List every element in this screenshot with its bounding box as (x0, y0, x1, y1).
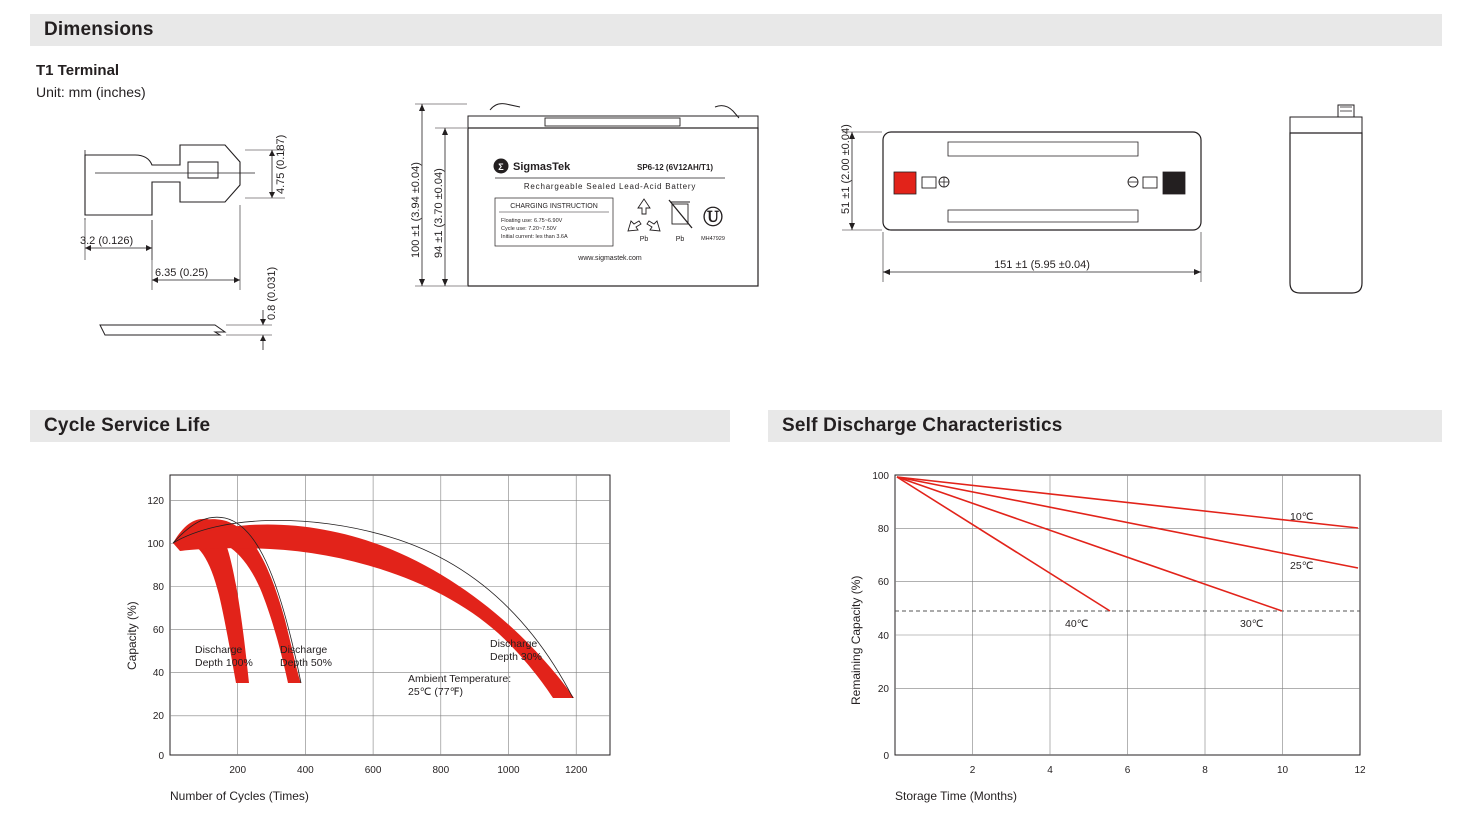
cycle-xlabel: Number of Cycles (Times) (170, 789, 309, 803)
battery-front-view (395, 88, 815, 318)
cycle-ytick-120: 120 (147, 496, 164, 507)
cycle-ytick-40: 40 (152, 668, 164, 679)
sd-xtick-6: 6 (1124, 765, 1131, 776)
section-header-dimensions (30, 14, 1442, 46)
sd-label-25c: 25℃ (1290, 560, 1314, 572)
cycle-annotation-ambient-line2: 25℃ (77℉) (408, 686, 464, 698)
section-title-cycle-service-life: Cycle Service Life (44, 415, 211, 436)
dim-terminal-height: 4.75 (0.187) (275, 134, 287, 194)
sd-ytick-80: 80 (877, 524, 889, 535)
ul-file-number: MH47929 (701, 236, 725, 242)
cycle-annotation-dod30-line1: Discharge (490, 638, 538, 650)
sd-ytick-40: 40 (877, 631, 889, 642)
battery-top-view (830, 110, 1260, 310)
sd-ytick-100: 100 (872, 471, 889, 482)
dim-terminal-width: 6.35 (0.25) (155, 267, 209, 279)
sd-xlabel: Storage Time (Months) (895, 789, 1018, 803)
cycle-annotation-dod100-line2: Depth 100% (195, 657, 253, 669)
sd-xtick-4: 4 (1047, 765, 1053, 776)
cycle-ytick-0: 0 (158, 751, 164, 762)
section-header-cycle-service-life (30, 410, 730, 442)
battery-brand-name: SigmasTek (513, 161, 571, 173)
cycle-xtick-1200: 1200 (565, 765, 588, 776)
dim-terminal-thickness: 0.8 (0.031) (266, 266, 278, 320)
svg-text:Ⓤ: Ⓤ (703, 207, 723, 229)
charging-instruction-title: CHARGING INSTRUCTION (510, 203, 598, 210)
cycle-ylabel: Capacity (%) (125, 601, 139, 670)
sd-xtick-8: 8 (1202, 765, 1208, 776)
dim-battery-width: 151 ±1 (5.95 ±0.04) (994, 259, 1090, 271)
cycle-xtick-1000: 1000 (497, 765, 520, 776)
chart-self-discharge (820, 455, 1380, 815)
cycle-xtick-600: 600 (364, 765, 382, 776)
battery-website: www.sigmastek.com (578, 255, 642, 262)
cycle-xtick-200: 200 (229, 765, 247, 776)
cycle-xtick-800: 800 (432, 765, 450, 776)
section-title-dimensions: Dimensions (44, 19, 154, 40)
recycle-icon-label: Pb (639, 236, 649, 243)
sd-ytick-20: 20 (877, 684, 889, 695)
cycle-annotation-dod30-line2: Depth 30% (490, 651, 542, 663)
cycle-annotation-dod50-line2: Depth 50% (280, 657, 332, 669)
dim-battery-total-height: 100 ±1 (3.94 ±0.04) (410, 162, 422, 258)
terminal-type-title: T1 Terminal (36, 62, 120, 79)
cycle-annotation-dod50-line1: Discharge (280, 644, 328, 656)
dim-battery-depth: 51 ±1 (2.00 ±0.04) (840, 124, 852, 214)
cycle-ytick-60: 60 (152, 625, 164, 636)
section-title-self-discharge: Self Discharge Characteristics (782, 415, 1063, 436)
sd-xtick-2: 2 (969, 765, 976, 776)
sd-xtick-10: 10 (1276, 765, 1289, 776)
battery-model: SP6-12 (6V12AH/T1) (637, 163, 714, 172)
no-trash-icon-label: Pb (675, 236, 685, 243)
chart-cycle-service-life (110, 455, 670, 815)
sd-label-30c: 30℃ (1240, 618, 1264, 630)
sd-label-10c: 10℃ (1290, 511, 1314, 523)
sd-xtick-12: 12 (1354, 765, 1366, 776)
dim-terminal-left: 3.2 (0.126) (80, 235, 134, 247)
sd-ytick-60: 60 (877, 577, 889, 588)
battery-brand-logo (494, 159, 509, 174)
t1-terminal-drawing (40, 120, 360, 370)
svg-text:Σ: Σ (498, 162, 504, 172)
cycle-ytick-80: 80 (152, 582, 164, 593)
dim-battery-body-height: 94 ±1 (3.70 ±0.04) (433, 168, 445, 258)
cycle-ytick-20: 20 (152, 711, 164, 722)
cycle-ytick-100: 100 (147, 539, 164, 550)
sd-ytick-0: 0 (883, 751, 889, 762)
battery-subtitle: Rechargeable Sealed Lead-Acid Battery (523, 182, 697, 191)
sd-ylabel: Remaining Capacity (%) (849, 575, 863, 705)
section-header-self-discharge (768, 410, 1442, 442)
sd-label-40c: 40℃ (1065, 618, 1089, 630)
cycle-annotation-ambient-line1: Ambient Temperature: (408, 673, 512, 685)
battery-side-view (1260, 95, 1410, 315)
terminal-unit-label: Unit: mm (inches) (36, 84, 146, 100)
cycle-annotation-dod100-line1: Discharge (195, 644, 243, 656)
cycle-xtick-400: 400 (297, 765, 314, 776)
ul-mark-icon (701, 206, 725, 242)
charging-line-0: Floating use: 6.75~6.90V (501, 218, 563, 224)
charging-line-2: Initial current: les than 3.6A (501, 234, 568, 240)
charging-line-1: Cycle use: 7.20~7.50V (501, 226, 557, 232)
